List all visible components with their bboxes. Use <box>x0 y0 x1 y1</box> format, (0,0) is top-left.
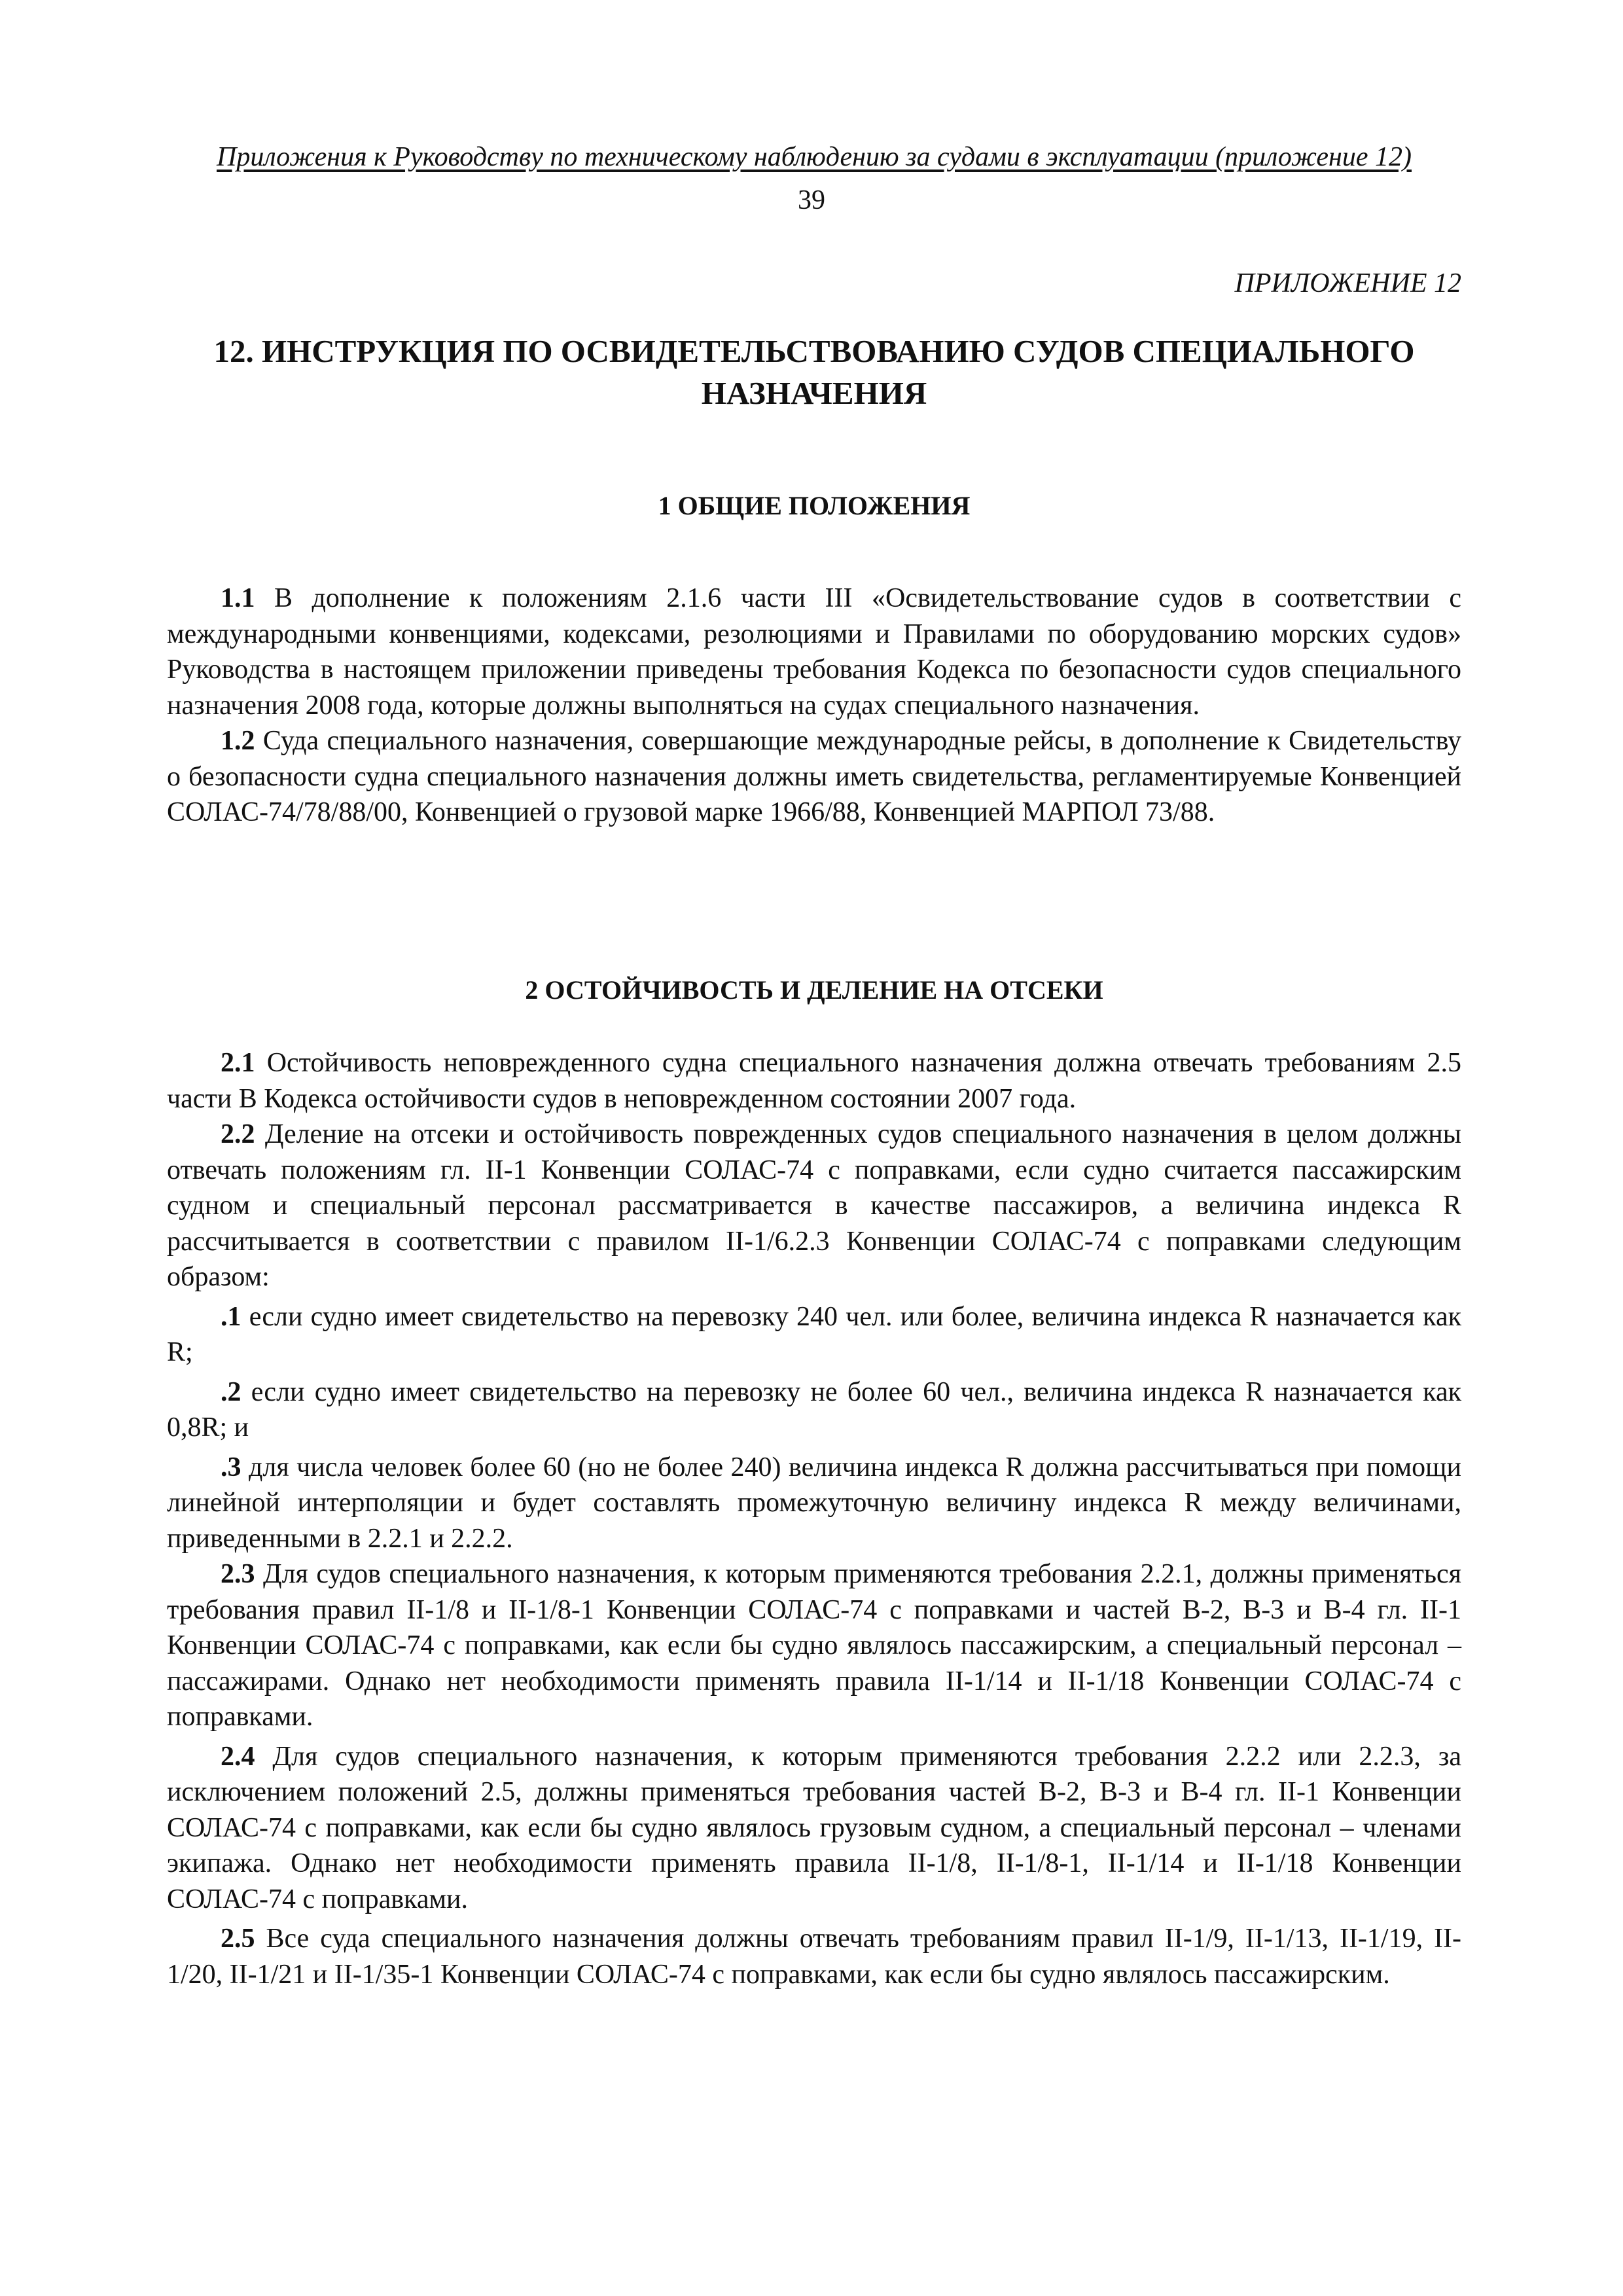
document-title <box>167 331 1461 414</box>
paragraph-text: Остойчивость неповрежденного судна специального назначения должна отвечать требованиям 2.5 части В Кодекса остойчивости судов в неповрежденном состоянии 2007 года. <box>167 1048 1461 1114</box>
paragraph-number: 2.1 <box>221 1048 255 1078</box>
paragraph-number: .1 <box>221 1301 241 1332</box>
paragraph-2-2-1 <box>167 1299 1461 1371</box>
section-2-body <box>167 1045 1461 1992</box>
paragraph-text: для числа человек более 60 (но не более 240) величина индекса R должна рассчитываться при помощи линейной интерполяции и будет составлять промежуточную величину индекса R между величинами, приведенными в 2.2.1 и 2.2.2. <box>167 1452 1461 1554</box>
paragraph-text: если судно имеет свидетельство на перевозку 240 чел. или более, величина индекса R назначается как R; <box>167 1301 1461 1367</box>
paragraph-1-1 <box>167 581 1461 723</box>
paragraph-text: Деление на отсеки и остойчивость поврежденных судов специального назначения в целом должны отвечать положениям гл. II-1 Конвенции СОЛАС-74 с поправками, если судно считается пассажирским судном и специальный персонал рассматривается в качестве пассажиров, а величина индекса R рассчитывается в соответствии с правилом II-1/6.2.3 Конвенции СОЛАС-74 с поправками следующим образом: <box>167 1119 1461 1292</box>
paragraph-text: Все суда специального назначения должны отвечать требованиям правил II-1/9, II-1/13, II-1/19, II-1/20, II-1/21 и II-1/35-1 Конвенции СОЛАС-74 с поправками, как если бы судно являлось пассажирским. <box>167 1924 1461 1990</box>
appendix-label: ПРИЛОЖЕНИЕ 12 <box>1234 268 1461 298</box>
running-header: Приложения к Руководству по техническому наблюдению за судами в эксплуатации (приложение 12) <box>217 142 1412 172</box>
document-title-line-1: 12. ИНСТРУКЦИЯ ПО ОСВИДЕТЕЛЬСТВОВАНИЮ СУДОВ СПЕЦИАЛЬНОГО <box>213 333 1415 369</box>
paragraph-number: 1.1 <box>221 583 255 613</box>
paragraph-2-2-3 <box>167 1450 1461 1557</box>
section-1-body <box>167 581 1461 831</box>
paragraph-number: .3 <box>221 1452 241 1482</box>
paragraph-number: 2.3 <box>221 1559 255 1589</box>
paragraph-text: если судно имеет свидетельство на перевозку не более 60 чел., величина индекса R назначается как 0,8R; и <box>167 1376 1461 1443</box>
document-title-line-2: НАЗНАЧЕНИЯ <box>701 375 927 411</box>
paragraph-text: Суда специального назначения, совершающие международные рейсы, в дополнение к Свидетельству о безопасности судна специального назначения должны иметь свидетельства, регламентируемые Конвенцией СОЛАС-74/78/88/00, Конвенцией о грузовой марке 1966/88, Конвенцией МАРПОЛ 73/88. <box>167 726 1461 827</box>
paragraph-2-3 <box>167 1556 1461 1735</box>
paragraph-number: 2.2 <box>221 1119 255 1149</box>
paragraph-2-2-2 <box>167 1374 1461 1446</box>
paragraph-number: .2 <box>221 1376 241 1407</box>
paragraph-2-2 <box>167 1117 1461 1295</box>
paragraph-number: 2.4 <box>221 1741 255 1772</box>
section-2-heading: 2 ОСТОЙЧИВОСТЬ И ДЕЛЕНИЕ НА ОТСЕКИ <box>525 975 1103 1005</box>
paragraph-text: В дополнение к положениям 2.1.6 части III «Освидетельствование судов в соответствии с международными конвенциями, кодексами, резолюциями и Правилами по оборудованию морских судов» Руководства в настоящем приложении приведены требования Кодекса по безопасности судов специального назначения 2008 года, которые должны выполняться на судах специального назначения. <box>167 583 1461 721</box>
section-1-heading: 1 ОБЩИЕ ПОЛОЖЕНИЯ <box>658 491 971 520</box>
paragraph-text: Для судов специального назначения, к которым применяются требования 2.2.2 или 2.2.3, за исключением положений 2.5, должны применяться требования частей В-2, В-3 и В-4 гл. II-1 Конвенции СОЛАС-74 с поправками, как если бы судно являлось грузовым судном, а специальный персонал – членами экипажа. Однако нет необходимости применять правила II-1/8, II-1/8-1, II-1/14 и II-1/18 Конвенции СОЛАС-74 с поправками. <box>167 1741 1461 1914</box>
paragraph-2-4 <box>167 1739 1461 1918</box>
page-number: 39 <box>798 185 825 215</box>
paragraph-text: Для судов специального назначения, к которым применяются требования 2.2.1, должны применяться требования правил II-1/8 и II-1/8-1 Конвенции СОЛАС-74 с поправками и частей В-2, В-3 и В-4 гл. II-1 Конвенции СОЛАС-74 с поправками, как если бы судно являлось пассажирским, а специальный персонал – пассажирами. Однако нет необходимости применять правила II-1/14 и II-1/18 Конвенции СОЛАС-74 с поправками. <box>167 1559 1461 1732</box>
paragraph-number: 1.2 <box>221 726 255 756</box>
paragraph-number: 2.5 <box>221 1924 255 1954</box>
paragraph-2-1 <box>167 1045 1461 1117</box>
paragraph-1-2 <box>167 723 1461 831</box>
paragraph-2-5 <box>167 1921 1461 1992</box>
